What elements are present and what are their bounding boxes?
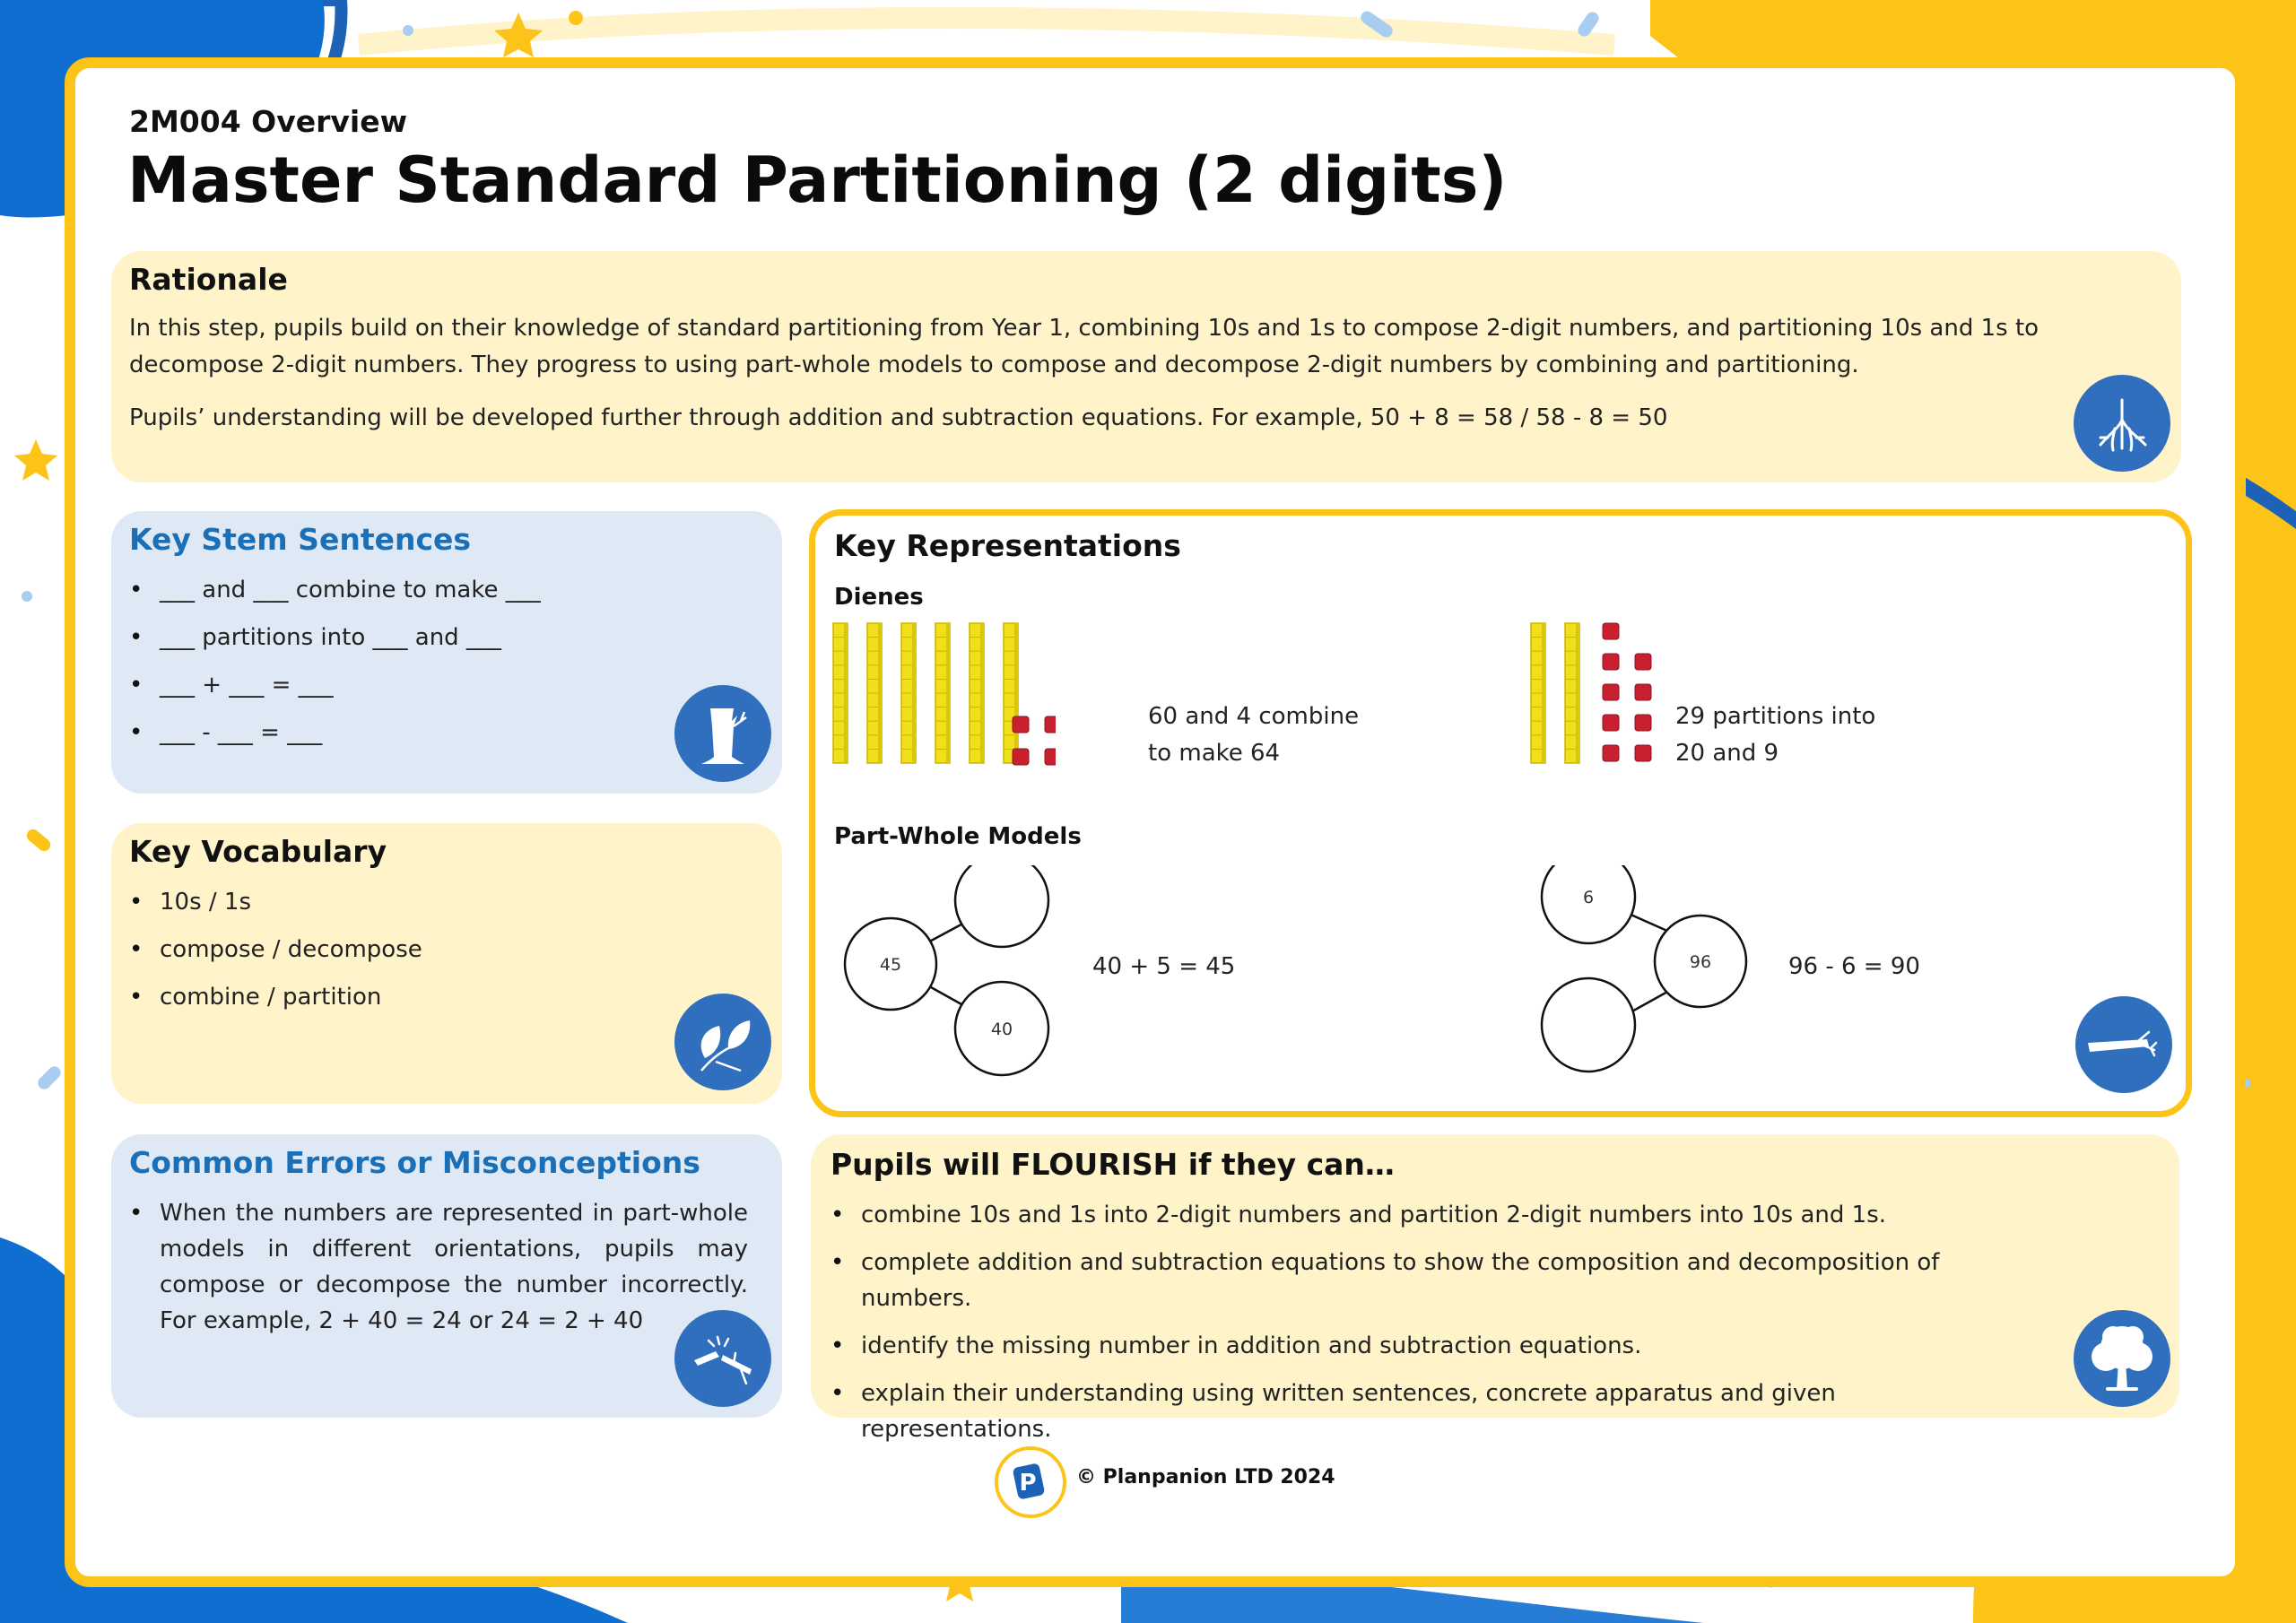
dienes-label-2 xyxy=(1675,699,1875,772)
misconceptions-heading: Common Errors or Misconceptions xyxy=(129,1145,700,1180)
dienes-2-line-2: 20 and 9 xyxy=(1675,740,1779,767)
rationale-paragraph-2: Pupils’ understanding will be developed further through addition and subtraction equations. For example, 50 + 8 = 58 / 58 - 8 = 50 xyxy=(129,404,1668,431)
list-item: • compose / decompose xyxy=(129,932,667,968)
dienes-model-64 xyxy=(831,621,1056,774)
part-whole-equation-1: 40 + 5 = 45 xyxy=(1092,953,1236,980)
misconceptions-panel xyxy=(111,1134,782,1418)
flourish-panel xyxy=(811,1134,2179,1443)
part-circle-bottom xyxy=(1542,978,1635,1072)
planpanion-logo xyxy=(994,1445,1067,1519)
flourish-heading: Pupils will FLOURISH if they can… xyxy=(831,1147,1395,1182)
list-item: • ___ - ___ = ___ xyxy=(129,715,667,751)
dienes-1-line-2: to make 64 xyxy=(1148,740,1281,767)
one-cube xyxy=(1603,745,1619,761)
ten-rod xyxy=(1004,623,1018,763)
tree-icon xyxy=(2074,1310,2170,1407)
one-cube xyxy=(1603,715,1619,731)
representations-heading: Key Representations xyxy=(834,528,1181,563)
one-cube xyxy=(1603,654,1619,670)
part-top-value: 6 xyxy=(1582,888,1595,907)
one-cube xyxy=(1603,684,1619,700)
list-item: • ___ and ___ combine to make ___ xyxy=(129,572,667,608)
whole-value: 45 xyxy=(879,955,902,975)
rationale-panel xyxy=(111,251,2181,482)
list-item: • ___ + ___ = ___ xyxy=(129,667,667,703)
one-cube xyxy=(1013,749,1029,765)
flourish-list xyxy=(831,1197,2032,1459)
vocabulary-list xyxy=(129,884,667,1027)
one-cube xyxy=(1013,716,1029,733)
roots-icon xyxy=(2074,375,2170,472)
list-item: • combine 10s and 1s into 2-digit numbers and partition 2-digit numbers into 10s and 1s. xyxy=(831,1197,2032,1233)
one-cube xyxy=(1635,684,1651,700)
ten-rod xyxy=(1565,623,1579,763)
stem-sentences-heading: Key Stem Sentences xyxy=(129,522,472,557)
part-whole-model-96 xyxy=(1533,865,1784,1098)
list-item: • combine / partition xyxy=(129,979,667,1015)
page-title: Master Standard Partitioning (2 digits) xyxy=(127,143,1508,217)
one-cube xyxy=(1635,654,1651,670)
one-cube xyxy=(1045,716,1056,733)
broken-branch-icon xyxy=(674,1310,771,1407)
branch-icon xyxy=(2075,996,2172,1093)
part-bottom-value: 40 xyxy=(990,1020,1013,1039)
representations-panel xyxy=(809,509,2192,1117)
list-item: • complete addition and subtraction equations to show the composition and decomposition of numbers. xyxy=(831,1245,2032,1316)
part-whole-equation-2: 96 - 6 = 90 xyxy=(1788,953,1920,980)
dienes-2-line-1: 29 partitions into xyxy=(1675,703,1876,730)
one-cube xyxy=(1045,749,1056,765)
part-circle-top xyxy=(955,865,1048,947)
svg-text:P: P xyxy=(1019,1470,1037,1497)
dienes-heading: Dienes xyxy=(834,584,924,611)
vocabulary-heading: Key Vocabulary xyxy=(129,834,387,869)
ten-rod xyxy=(833,623,848,763)
rationale-paragraph-1: In this step, pupils build on their knowledge of standard partitioning from Year 1, combining 10s and 1s to compose 2-digit numbers, and partitioning 10s and 1s to decompose 2-digit numbers. They progress to using part-whole models to compose and decompose 2-digit numbers by combining and partitioning. xyxy=(129,315,2039,378)
dienes-model-29 xyxy=(1529,621,1664,774)
dienes-1-line-1: 60 and 4 combine xyxy=(1148,703,1360,730)
stem-sentences-panel xyxy=(111,511,782,794)
ten-rod xyxy=(867,623,882,763)
copyright-text: © Planpanion LTD 2024 xyxy=(1076,1466,1335,1488)
list-item: • 10s / 1s xyxy=(129,884,667,920)
stem-sentences-list xyxy=(129,572,667,762)
leaves-icon xyxy=(674,994,771,1090)
rationale-heading: Rationale xyxy=(129,262,288,297)
ten-rod xyxy=(970,623,984,763)
one-cube xyxy=(1635,715,1651,731)
trunk-icon xyxy=(674,685,771,782)
ten-rod xyxy=(1531,623,1545,763)
whole-value: 96 xyxy=(1689,952,1712,972)
ten-rod xyxy=(901,623,916,763)
part-whole-model-45 xyxy=(833,865,1084,1098)
one-cube xyxy=(1603,623,1619,639)
dienes-label-1 xyxy=(1148,699,1359,772)
list-item: • ___ partitions into ___ and ___ xyxy=(129,620,667,655)
lesson-code: 2M004 Overview xyxy=(129,104,408,139)
misconceptions-list xyxy=(129,1195,748,1350)
list-item: • explain their understanding using written sentences, concrete apparatus and given representations. xyxy=(831,1376,2032,1447)
part-whole-heading: Part-Whole Models xyxy=(834,823,1082,850)
ten-rod xyxy=(935,623,950,763)
list-item: • When the numbers are represented in part-whole models in different orientations, pupils may compose or decompose the number incorrectly. For example, 2 + 40 = 24 or 24 = 2 + 40 xyxy=(129,1195,748,1339)
one-cube xyxy=(1635,745,1651,761)
vocabulary-panel xyxy=(111,823,782,1104)
list-item: • identify the missing number in addition and subtraction equations. xyxy=(831,1328,2032,1364)
